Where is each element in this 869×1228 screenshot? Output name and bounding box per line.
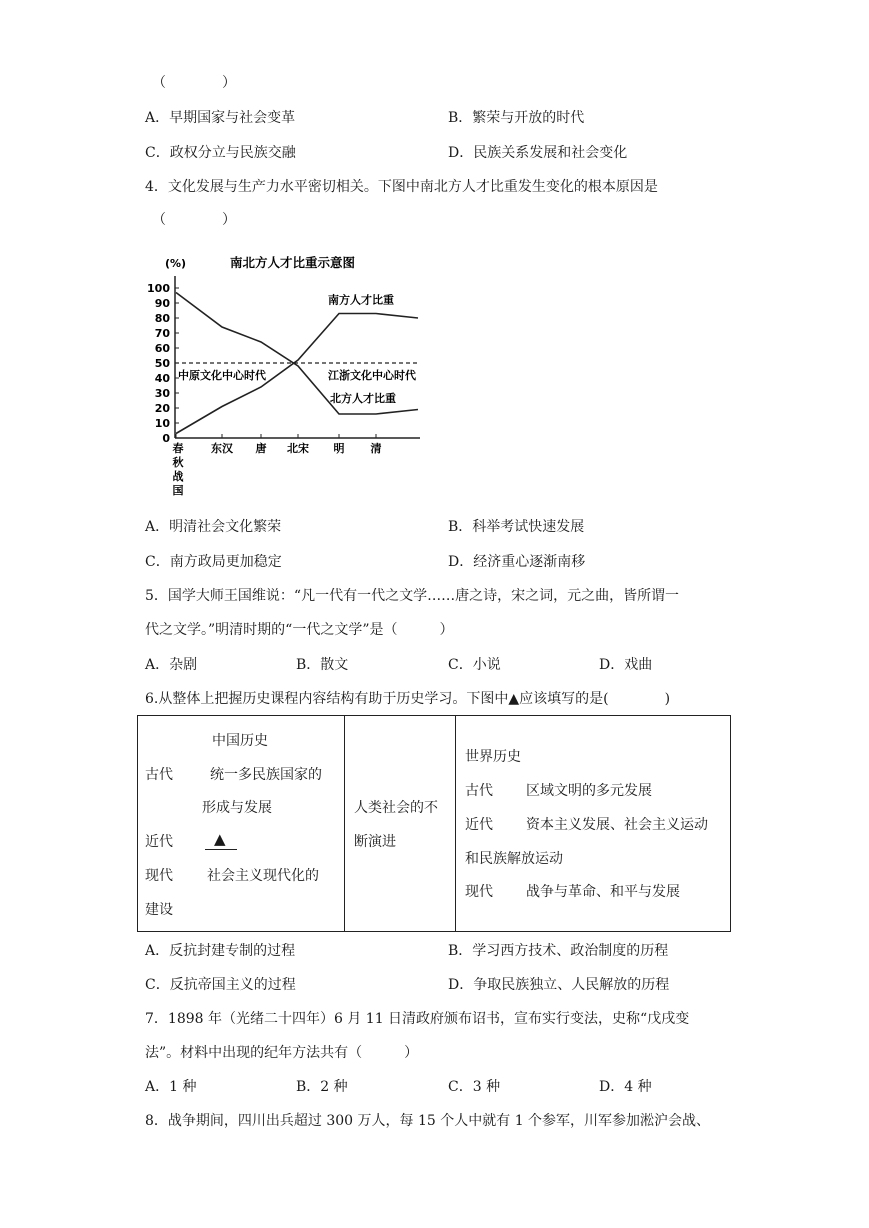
y-tick-label-50: 50 [154, 357, 170, 370]
y-tick-label-30: 30 [154, 387, 170, 400]
q7-option-a: A．1 种 [145, 1079, 197, 1095]
china-ancient-text-1: 统一多民族国家的 [210, 767, 322, 783]
world-modern-text-1: 资本主义发展、社会主义运动 [526, 817, 708, 833]
q6-option-a: A．反抗封建专制的过程 [145, 943, 296, 959]
q6-option-c: C．反抗帝国主义的过程 [145, 977, 296, 993]
q5-option-d: D．戏曲 [599, 657, 653, 673]
y-tick-label-80: 80 [154, 312, 170, 325]
q7-stem-line2: 法”。材料中出现的纪年方法共有（ ） [145, 1045, 419, 1061]
y-tick-label-40: 40 [154, 372, 170, 385]
middle-text-1: 人类社会的不 [354, 800, 438, 816]
china-contemporary-label: 现代 [145, 868, 173, 884]
x-label-chunqiu-1: 秋 [172, 456, 184, 469]
q5-option-c: C．小说 [448, 657, 501, 673]
q3-option-d: D．民族关系发展和社会变化 [448, 145, 628, 161]
china-modern-label: 近代 [145, 834, 173, 850]
world-contemporary-label: 现代 [465, 884, 493, 900]
q5-option-a: A．杂剧 [145, 657, 198, 673]
x-label-4: 清 [370, 442, 382, 455]
q6-option-d: D．争取民族独立、人民解放的历程 [448, 977, 670, 993]
annotation-central-plains-era: 中原文化中心时代 [178, 369, 266, 382]
q3-option-a: A．早期国家与社会变革 [145, 110, 296, 126]
china-contemporary-text-2: 建设 [145, 902, 173, 918]
q4-stem: 4．文化发展与生产力水平密切相关。下图中南北方人才比重发生变化的根本原因是 [145, 179, 658, 195]
talent-ratio-chart [140, 245, 460, 505]
x-label-0: 东汉 [211, 442, 233, 455]
y-tick-label-10: 10 [154, 417, 170, 430]
x-label-3: 明 [333, 442, 345, 455]
x-label-chunqiu-2: 战 [172, 470, 184, 483]
q7-option-b: B．2 种 [296, 1079, 348, 1095]
q4-option-c: C．南方政局更加稳定 [145, 554, 282, 570]
y-tick-label-60: 60 [154, 342, 170, 355]
x-label-chunqiu-0: 春 [172, 442, 184, 455]
series-label-north: 北方人才比重 [330, 392, 396, 405]
q5-stem-line2: 代之文学。”明清时期的“一代之文学”是（ ） [145, 622, 454, 638]
world-history-title: 世界历史 [465, 749, 521, 765]
y-tick-label-20: 20 [154, 402, 170, 415]
q5-stem-line1: 5．国学大师王国维说：“凡一代有一代之文学……唐之诗，宋之词，元之曲，皆所谓一 [145, 588, 680, 604]
q7-option-d: D．4 种 [599, 1079, 652, 1095]
y-tick-label-0: 0 [162, 432, 170, 445]
china-history-title: 中国历史 [212, 733, 268, 749]
world-ancient-text: 区域文明的多元发展 [526, 783, 652, 799]
triangle-underline [205, 849, 237, 850]
q4-answer-blank: （ ） [152, 212, 236, 228]
y-tick-label-100: 100 [147, 282, 170, 295]
china-contemporary-text-1: 社会主义现代化的 [207, 868, 319, 884]
q7-option-c: C．3 种 [448, 1079, 501, 1095]
china-ancient-text-2: 形成与发展 [202, 800, 272, 816]
q4-option-a: A．明清社会文化繁荣 [145, 519, 282, 535]
q3-answer-blank: （ ） [152, 75, 236, 91]
x-label-2: 北宋 [287, 442, 309, 455]
annotation-jiangzhe-era: 江浙文化中心时代 [328, 369, 416, 382]
series-label-south: 南方人才比重 [328, 293, 394, 307]
world-contemporary-text: 战争与革命、和平与发展 [526, 884, 680, 900]
q4-option-d: D．经济重心逐渐南移 [448, 554, 586, 570]
y-tick-label-90: 90 [154, 297, 170, 310]
x-label-1: 唐 [255, 442, 267, 455]
q3-option-b: B．繁荣与开放的时代 [448, 110, 585, 126]
chart-ylabel: (%) [165, 257, 187, 270]
q5-option-b: B．散文 [296, 657, 349, 673]
q7-stem-line1: 7．1898 年（光绪二十四年）6 月 11 日清政府颁布诏书，宣布实行变法，史称“戊戌变 [145, 1011, 690, 1027]
q3-option-c: C．政权分立与民族交融 [145, 145, 296, 161]
q4-option-b: B．科举考试快速发展 [448, 519, 585, 535]
middle-text-2: 断演进 [354, 834, 396, 850]
triangle-blank-marker: ▲ [214, 830, 226, 848]
q6-option-b: B．学习西方技术、政治制度的历程 [448, 943, 669, 959]
y-tick-label-70: 70 [154, 327, 170, 340]
china-ancient-label: 古代 [145, 767, 173, 783]
chart-title: 南北方人才比重示意图 [230, 255, 356, 270]
x-label-chunqiu-3: 国 [172, 484, 184, 497]
q8-stem: 8．战争期间，四川出兵超过 300 万人，每 15 个人中就有 1 个参军，川军参加淞沪会战、 [145, 1113, 711, 1129]
world-modern-label: 近代 [465, 817, 493, 833]
q6-stem: 6.从整体上把握历史课程内容结构有助于历史学习。下图中▲应该填写的是( ) [145, 691, 671, 707]
world-ancient-label: 古代 [465, 783, 493, 799]
world-modern-text-2: 和民族解放运动 [465, 851, 563, 867]
